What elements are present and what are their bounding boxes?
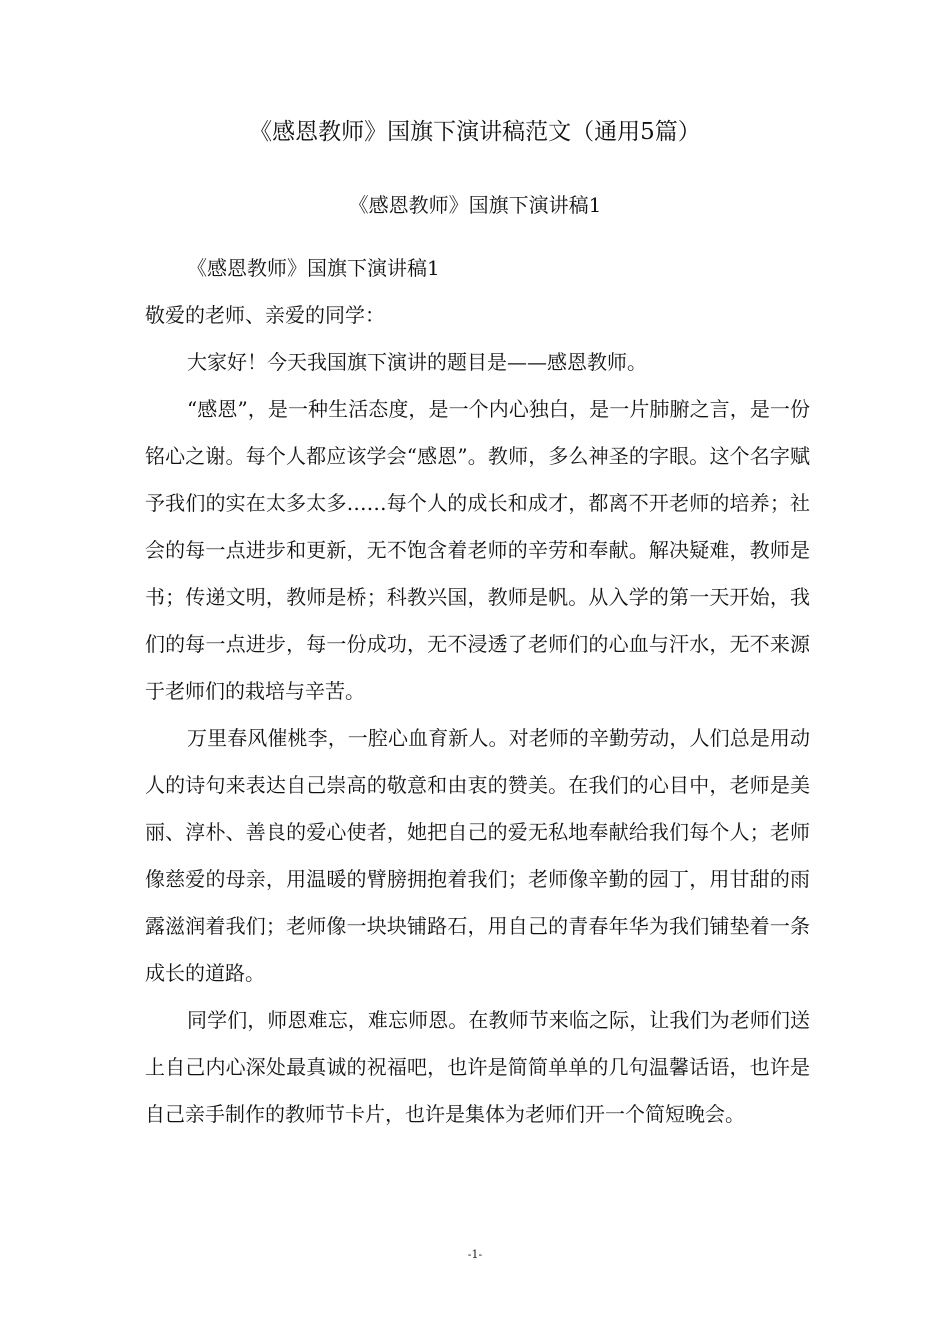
paragraph-praise: 万里春风催桃李，一腔心血育新人。对老师的辛勤劳动，人们总是用动人的诗句来表达自己崇高的敬意和由衷的赞美。在我们的心目中，老师是美丽、淳朴、善良的爱心使者，她把自己的爱无私地奉献给我们每个人；老师像慈爱的母亲，用温暖的臂膀拥抱着我们；老师像辛勤的园丁，用甘甜的雨露滋润着我们；老师像一块块铺路石，用自己的青春年华为我们铺垫着一条成长的道路。 — [145, 726, 810, 985]
document-body — [145, 245, 810, 1138]
paragraph-gratitude: “感恩”，是一种生活态度，是一个内心独白，是一片肺腑之言，是一份铭心之谢。每个人都应该学会“感恩”。教师，多么神圣的字眼。这个名字赋予我们的实在太多太多……每个人的成长和成才，都离不开老师的培养；社会的每一点进步和更新，无不饱含着老师的辛劳和奉献。解决疑难，教师是书；传递文明，教师是桥；科教兴国，教师是帆。从入学的第一天开始，我们的每一点进步，每一份成功，无不浸透了老师们的心血与汗水，无不来源于老师们的栽培与辛苦。 — [145, 397, 810, 703]
document-title: 《感恩教师》国旗下演讲稿范文（通用5篇） — [249, 119, 701, 145]
paragraph-salutation: 敬爱的老师、亲爱的同学： — [145, 303, 385, 327]
paragraph-heading-repeat: 《感恩教师》国旗下演讲稿1 — [187, 256, 440, 280]
section-heading: 《感恩教师》国旗下演讲稿1 — [348, 193, 602, 217]
paragraph-closing: 同学们，师恩难忘，难忘师恩。在教师节来临之际，让我们为老师们送上自己内心深处最真诚的祝福吧，也许是简简单单的几句温馨话语，也许是自己亲手制作的教师节卡片，也许是集体为老师们开一个简短晚会。 — [145, 1008, 810, 1126]
page-number: -1- — [467, 1248, 483, 1261]
paragraph-greeting: 大家好！今天我国旗下演讲的题目是——感恩教师。 — [187, 350, 647, 374]
